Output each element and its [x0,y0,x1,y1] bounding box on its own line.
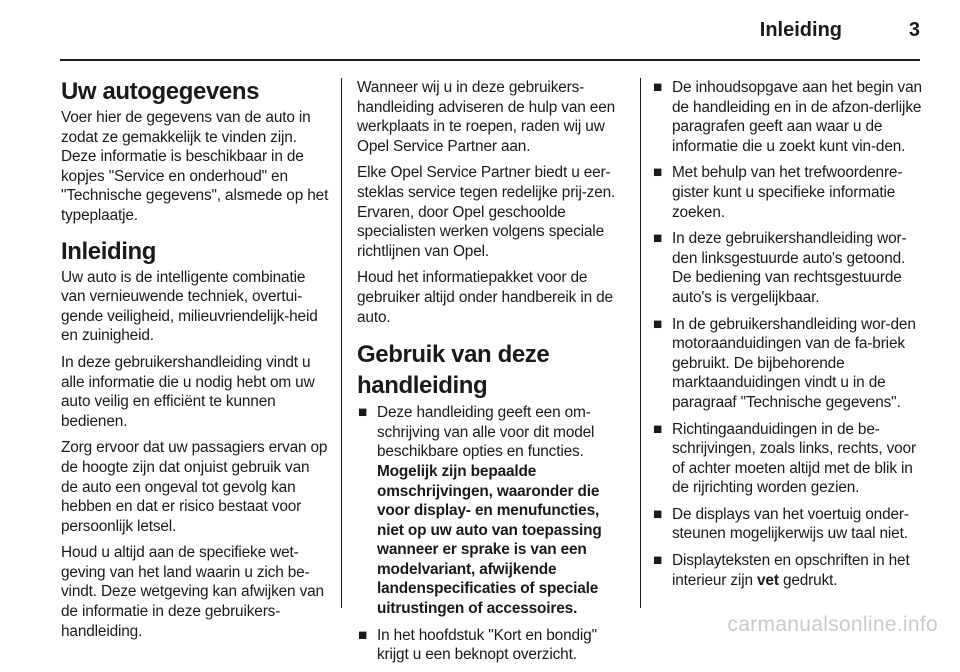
paragraph: Voer hier de gegevens van de auto in zodat ze gemakkelijk te vinden zijn. Deze informatie is beschikbaar in de kopjes "Service en onderhoud" en "Technische gegevens", alsmede op het typeplaatje. [61,109,329,224]
paragraph: Wanneer wij u in deze gebruikers-handleiding adviseren de hulp van een werkplaats in te roepen, raden wij uw Opel Service Partner aan. [357,79,616,155]
paragraph: Elke Opel Service Partner biedt u eer-steklas service tegen redelijke prij-zen. Ervaren, door Opel geschoolde specialisten werken volgens speciale richtlijnen van Opel. [357,164,616,260]
column-divider [341,78,342,608]
bullet-text: Met behulp van het trefwoordenre-gister kunt u specifieke informatie zoeken. [672,164,903,221]
bullet-marker: ■ [653,505,663,523]
bullet-text: In het hoofdstuk "Kort en bondig" krijgt u een beknopt overzicht. [377,626,597,664]
bullet-text: In de gebruikershandleiding wor-den motoraanduidingen van de fa-briek gebruikt. De bijbehorende marktaanduidingen vindt u in de paragraaf "Technische gegevens". [672,315,916,411]
bullet-marker: ■ [653,164,663,182]
paragraph: Houd u altijd aan de specifieke wet-geving van het land waarin u zich be-vindt. Deze wetgeving kan afwijken van de informatie in deze gebruikers-handleiding. [61,544,324,640]
paragraph: Zorg ervoor dat uw passagiers ervan op de hoogte zijn dat onjuist gebruik van de auto een ongeval tot gevolg kan hebben en dat er risico bestaat voor persoonlijk letsel. [61,439,328,535]
heading-gebruik-van-deze-handleiding: Gebruik van deze handleiding [357,341,550,400]
bullet-item [652,551,928,590]
bullet-item [652,229,928,307]
bullet-marker: ■ [358,404,368,422]
column-divider [640,78,641,608]
paragraph: Uw auto is de intelligente combinatie van vernieuwende techniek, overtui-gende veiligheid, milieuvriendelijk-heid en zuinigheid. [61,268,318,345]
paragraph: Houd het informatiepakket voor de gebruiker altijd onder handbereik in de auto. [357,269,613,326]
bullet-text: De displays van het voertuig onder-steunen mogelijkerwijs uw taal niet. [672,505,909,543]
bullet-marker: ■ [653,230,663,248]
paragraph: In deze gebruikershandleiding vindt u alle informatie die u nodig hebt om uw auto veilig en efficiënt te kunnen bedienen. [61,353,315,430]
column-2 [357,78,627,672]
page-number: 3 [908,19,920,41]
bullet-item [357,403,627,619]
bullet-item [652,78,928,156]
bullet-item [652,315,928,413]
section-title: Inleiding [759,19,842,41]
column-1 [61,78,329,648]
bullet-bold-word: vet [757,571,779,589]
header-rule [60,59,920,61]
bullet-text: In deze gebruikershandleiding wor-den linksgestuurde auto's getoond. De bediening van rechtsgestuurde auto's is vergelijkbaar. [672,230,907,306]
heading-inleiding: Inleiding [61,237,157,265]
bullet-text: De inhoudsopgave aan het begin van de handleiding en in de afzon-derlijke paragrafen geeft aan waar u de informatie die u zoekt kunt vin-den. [672,79,922,155]
bullet-bold-note: Mogelijk zijn bepaalde omschrijvingen, waaronder die voor display- en menufuncties, niet op uw auto van toepassing wanneer er sprake is van een modelvariant, afwijkende landenspecificaties of speciale uitrustingen of accessoires. [377,462,602,618]
bullet-text: gedrukt. [782,571,838,589]
watermark: carmanualsonline.info [727,613,938,636]
page-header [0,0,960,60]
bullet-marker: ■ [653,79,663,96]
bullet-marker: ■ [653,420,663,438]
bullet-marker: ■ [653,315,663,333]
bullet-marker: ■ [653,552,663,570]
bullet-item [652,163,928,222]
bullet-text: Richtingaanduidingen in de be-schrijvingen, zoals links, rechts, voor of achter moeten altijd met de blik in de rijrichting worden gezien. [672,420,916,497]
column-3 [652,78,928,597]
bullet-text: Deze handleiding geeft een om-schrijving van alle voor dit model beschikbare opties en functies. [377,404,595,461]
bullet-item [652,505,928,544]
heading-uw-autogegevens: Uw autogegevens [61,78,260,105]
bullet-text: Displayteksten en opschriften in het interieur zijn [672,552,910,589]
bullet-item [652,420,928,498]
bullet-item [357,626,627,665]
bullet-marker: ■ [358,626,368,644]
